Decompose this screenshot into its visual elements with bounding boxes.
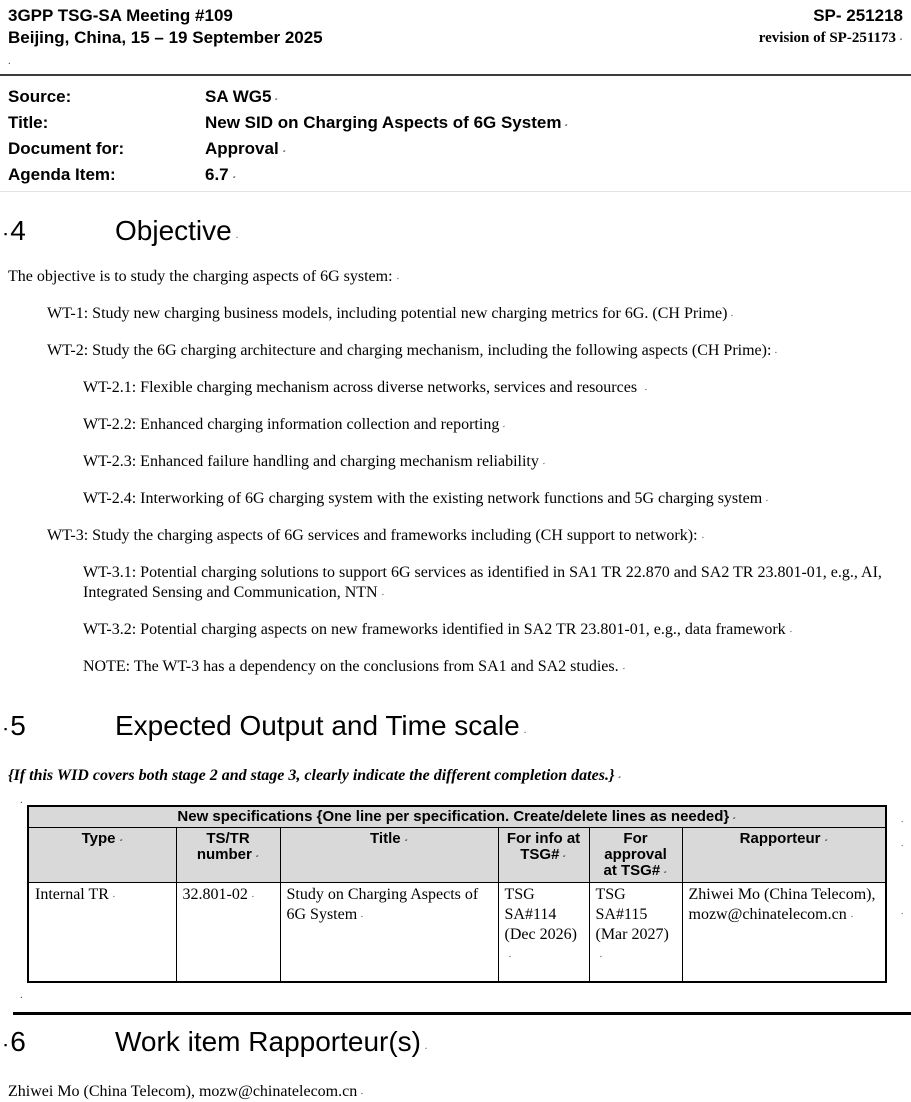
paragraph-mark-icon: . [379, 584, 389, 598]
paragraph-mark-icon: . [730, 808, 741, 822]
paragraph-mark-icon: . [561, 846, 571, 860]
revision-note: revision of SP-251173 . [758, 29, 908, 46]
doc-info-row-source [8, 84, 911, 110]
heading-bullet-icon: ▪ [4, 724, 8, 734]
paragraph-mark-icon: . [249, 886, 260, 900]
work-task-wt3: WT-3: Study the charging aspects of 6G services and frameworks including (CH support to network): . [47, 527, 709, 544]
work-task-wt2-2: WT-2.2: Enhanced charging information collection and reporting . [83, 416, 511, 433]
cell-for-approval: TSG SA#115 (Mar 2027). [589, 883, 682, 983]
paragraph-mark-icon: . [787, 621, 797, 635]
cell-rapporteur: Zhiwei Mo (China Telecom), mozw@chinatelecom.cn . [682, 883, 886, 983]
doc-info-block [8, 84, 911, 188]
new-specifications-table [27, 805, 887, 983]
section-number: ▪ 5 [4, 710, 26, 741]
table-row [28, 883, 886, 983]
paragraph-mark-icon: . [273, 89, 283, 103]
paragraph-mark-icon: . [699, 527, 709, 541]
paragraph-mark-icon: . [661, 862, 672, 876]
section-heading-objective [4, 211, 911, 254]
doc-info-label: Agenda Item: [8, 165, 116, 184]
paragraph-mark-icon: . [20, 989, 23, 1001]
paragraph-mark-icon: . [848, 906, 858, 920]
paragraph-mark-icon: . [358, 1083, 369, 1097]
doc-info-value: SA WG5 . [205, 87, 283, 106]
paragraph-mark-icon: . [20, 794, 23, 806]
work-task-note: NOTE: The WT-3 has a dependency on the conclusions from SA1 and SA2 studies. . [83, 658, 630, 675]
paragraph-mark-icon: . [358, 906, 369, 920]
paragraph-mark-icon: . [280, 141, 291, 155]
column-header-rapporteur: Rapporteur . [682, 828, 886, 883]
paragraph-mark-icon: . [597, 946, 607, 960]
doc-info-value: 6.7 . [205, 165, 241, 184]
paragraph-mark-icon: . [563, 115, 573, 129]
paragraph-mark-icon: . [729, 305, 739, 319]
heading-bullet-icon: ▪ [4, 1040, 8, 1050]
work-task-wt2: WT-2: Study the 6G charging architecture and charging mechanism, including the following aspects (CH Prime): . [47, 342, 783, 359]
info-divider [0, 191, 911, 192]
paragraph-mark-icon: . [822, 830, 833, 844]
column-header-title: Title . [280, 828, 498, 883]
paragraph-mark-icon: . [897, 29, 908, 43]
table-header-row [28, 828, 886, 883]
doc-info-label: Title: [8, 113, 49, 132]
meeting-title: 3GPP TSG-SA Meeting #109 [8, 6, 233, 25]
paragraph-mark-icon: . [8, 55, 11, 67]
paragraph-mark-icon: . [117, 830, 128, 844]
work-task-wt2-3: WT-2.3: Enhanced failure handling and charging mechanism reliability . [83, 453, 551, 470]
work-task-wt2-1: WT-2.1: Flexible charging mechanism across diverse networks, services and resources . [83, 379, 653, 396]
doc-info-label: Source: [8, 87, 72, 106]
work-task-wt3-2: WT-3.2: Potential charging aspects on new frameworks identified in SA2 TR 23.801-01, e.g., data framework . [83, 621, 797, 638]
header-right [758, 5, 908, 49]
paragraph-mark-icon: . [773, 342, 783, 356]
paragraph-mark-icon: . [540, 453, 551, 467]
section-title: Expected Output and Time scale . [115, 710, 532, 741]
paragraph-mark-icon: . [230, 167, 241, 181]
document-header [0, 0, 911, 49]
section-divider [13, 1012, 911, 1015]
work-task-wt3-1: WT-3.1: Potential charging solutions to support 6G services as identified in SA1 TR 22.870 and SA2 TR 23.801-01, e.g., AI, Integrated Sensing and Communication, NTN . [83, 564, 882, 601]
column-header-ts-tr-number: TS/TR number . [176, 828, 280, 883]
paragraph-mark-icon: . [422, 1038, 433, 1052]
paragraph-mark-icon: . [233, 227, 244, 241]
stage-completion-note: {If this WID covers both stage 2 and stage 3, clearly indicate the different completion dates.} . [8, 767, 626, 784]
doc-info-row-agenda-item [8, 162, 911, 188]
paragraph-mark-icon: . [620, 658, 630, 672]
section-heading-expected-output [4, 706, 911, 749]
doc-info-label: Document for: [8, 139, 125, 158]
section-title: Work item Rapporteur(s) . [115, 1026, 433, 1057]
paragraph-mark-icon: . [642, 379, 653, 393]
document-number: SP- 251218 [813, 6, 903, 25]
column-header-for-info: For info at TSG# . [498, 828, 589, 883]
section-heading-rapporteur [4, 1022, 911, 1065]
cell-ts-tr-number: 32.801-02 . [176, 883, 280, 983]
cell-title: Study on Charging Aspects of 6G System . [280, 883, 498, 983]
paragraph-mark-icon: . [521, 722, 532, 736]
doc-info-row-title [8, 110, 911, 136]
heading-bullet-icon: ▪ [4, 229, 8, 239]
column-header-for-approval: For approval at TSG# . [589, 828, 682, 883]
meeting-location-date: Beijing, China, 15 – 19 September 2025 [8, 28, 323, 47]
paragraph-mark-icon: . [899, 813, 908, 825]
table-caption-row [28, 806, 886, 828]
doc-info-value: New SID on Charging Aspects of 6G System . [205, 113, 573, 132]
work-task-wt2-4: WT-2.4: Interworking of 6G charging system with the existing network functions and 5G charging system . [83, 490, 774, 507]
doc-info-row-document-for [8, 136, 911, 162]
doc-info-value: Approval . [205, 139, 291, 158]
section-number: ▪ 6 [4, 1026, 26, 1057]
column-header-type: Type . [28, 828, 176, 883]
paragraph-mark-icon: . [402, 830, 413, 844]
header-divider [0, 74, 911, 76]
cell-type: Internal TR . [28, 883, 176, 983]
paragraph-mark-icon: . [110, 886, 121, 900]
header-left [8, 5, 323, 49]
table-caption: New specifications {One line per specification. Create/delete lines as needed} . [28, 806, 886, 828]
section-title: Objective . [115, 215, 244, 246]
paragraph-mark-icon: . [763, 490, 774, 504]
paragraph-mark-icon: . [506, 946, 516, 960]
section-number: ▪ 4 [4, 215, 26, 246]
objective-intro: The objective is to study the charging aspects of 6G system: . [8, 268, 404, 285]
paragraph-mark-icon: . [899, 905, 908, 917]
rapporteur-contact: Zhiwei Mo (China Telecom), mozw@chinatelecom.cn . [8, 1083, 369, 1100]
paragraph-mark-icon: . [253, 846, 264, 860]
specifications-table-wrap [0, 805, 911, 983]
work-task-wt1: WT-1: Study new charging business models, including potential new charging metrics for 6G. (CH Prime) . [47, 305, 739, 322]
cell-for-info: TSG SA#114 (Dec 2026). [498, 883, 589, 983]
paragraph-mark-icon: . [394, 268, 404, 282]
paragraph-mark-icon: . [616, 767, 626, 781]
paragraph-mark-icon: . [899, 837, 908, 849]
paragraph-mark-icon: . [500, 416, 511, 430]
